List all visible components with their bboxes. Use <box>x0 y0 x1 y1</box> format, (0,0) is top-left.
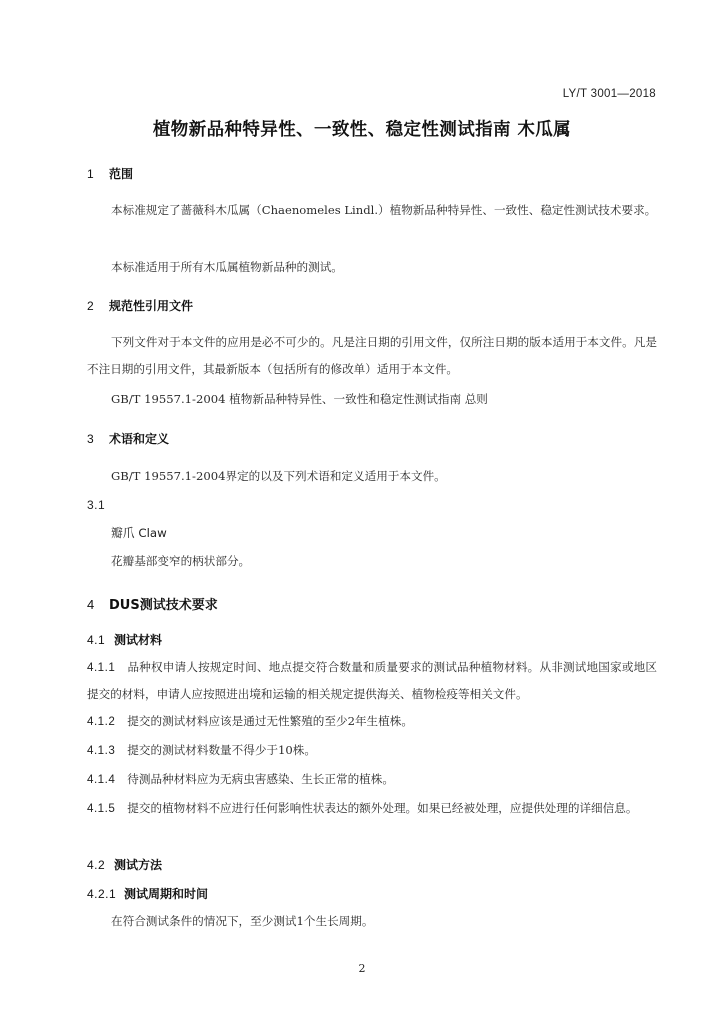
item-4-1-4-number: 4.1.4 <box>87 773 116 786</box>
section-2-heading <box>87 297 193 314</box>
document-title: 植物新品种特异性、一致性、稳定性测试指南 木瓜属 <box>152 120 572 140</box>
section-4-2-1-title: 测试周期和时间 <box>124 887 209 901</box>
standard-code: LY/T 3001—2018 <box>562 88 656 100</box>
term-3-1-name: 瓣爪 Claw <box>111 526 167 540</box>
section-4-1-title: 测试材料 <box>114 633 163 647</box>
section-2-paragraph-1: 下列文件对于本文件的应用是必不可少的。凡是注日期的引用文件，仅所注日期的版本适用于本文件。凡是不注日期的引用文件，其最新版本（包括所有的修改单）适用于本文件。 <box>87 335 657 376</box>
item-4-1-3-number: 4.1.3 <box>87 744 116 757</box>
section-4-2-heading <box>87 856 162 873</box>
item-4-1-3-text: 提交的测试材料数量不得少于10株。 <box>127 743 316 757</box>
term-3-1-number: 3.1 <box>87 498 106 512</box>
item-4-1-5-text: 提交的植物材料不应进行任何影响性状表达的额外处理。如果已经被处理，应提供处理的详细信息。 <box>127 801 638 815</box>
item-4-1-1 <box>87 654 657 708</box>
section-1-heading <box>87 165 133 182</box>
item-4-1-2 <box>87 708 657 735</box>
section-3-number: 3 <box>87 432 95 446</box>
section-2-reference: GB/T 19557.1-2004 植物新品种特异性、一致性和稳定性测试指南 总则 <box>111 392 488 406</box>
item-4-1-2-text: 提交的测试材料应该是通过无性繁殖的至少2年生植株。 <box>127 714 413 728</box>
section-1-paragraph-2: 本标准适用于所有木瓜属植物新品种的测试。 <box>111 260 343 274</box>
item-4-1-5-number: 4.1.5 <box>87 802 116 815</box>
section-1-paragraph-1: 本标准规定了蔷薇科木瓜属（Chaenomeles Lindl.）植物新品种特异性、一致性、稳定性测试技术要求。 <box>111 203 657 217</box>
section-4-1-number: 4.1 <box>87 633 106 647</box>
section-3-paragraph-1: GB/T 19557.1-2004界定的以及下列术语和定义适用于本文件。 <box>111 469 446 483</box>
section-2-number: 2 <box>87 299 95 313</box>
item-4-1-1-number: 4.1.1 <box>87 661 116 674</box>
section-3-title: 术语和定义 <box>109 432 170 446</box>
item-4-1-3 <box>87 737 657 764</box>
section-4-2-1-paragraph: 在符合测试条件的情况下，至少测试1个生长周期。 <box>111 914 374 928</box>
section-4-2-title: 测试方法 <box>114 858 163 872</box>
section-1-title: 范围 <box>109 167 134 181</box>
section-4-title: DUS测试技术要求 <box>109 598 218 613</box>
section-4-heading <box>87 594 218 613</box>
item-4-1-4-text: 待测品种材料应为无病虫害感染、生长正常的植株。 <box>127 772 394 786</box>
item-4-1-4 <box>87 766 657 793</box>
term-3-1-definition: 花瓣基部变窄的柄状部分。 <box>111 554 251 568</box>
item-4-1-5 <box>87 795 657 822</box>
page-number: 2 <box>358 962 366 975</box>
item-4-1-1-text: 品种权申请人按规定时间、地点提交符合数量和质量要求的测试品种植物材料。从非测试地国家或地区提交的材料，申请人应按照进出境和运输的相关规定提供海关、植物检疫等相关文件。 <box>87 660 657 701</box>
section-4-number: 4 <box>87 597 95 612</box>
section-4-2-number: 4.2 <box>87 858 106 872</box>
section-1-number: 1 <box>87 167 95 181</box>
section-4-2-1-heading <box>87 885 208 902</box>
section-3-heading <box>87 430 169 447</box>
section-4-2-1-number: 4.2.1 <box>87 887 117 901</box>
item-4-1-2-number: 4.1.2 <box>87 715 116 728</box>
section-4-1-heading <box>87 631 162 648</box>
section-2-title: 规范性引用文件 <box>109 299 194 313</box>
